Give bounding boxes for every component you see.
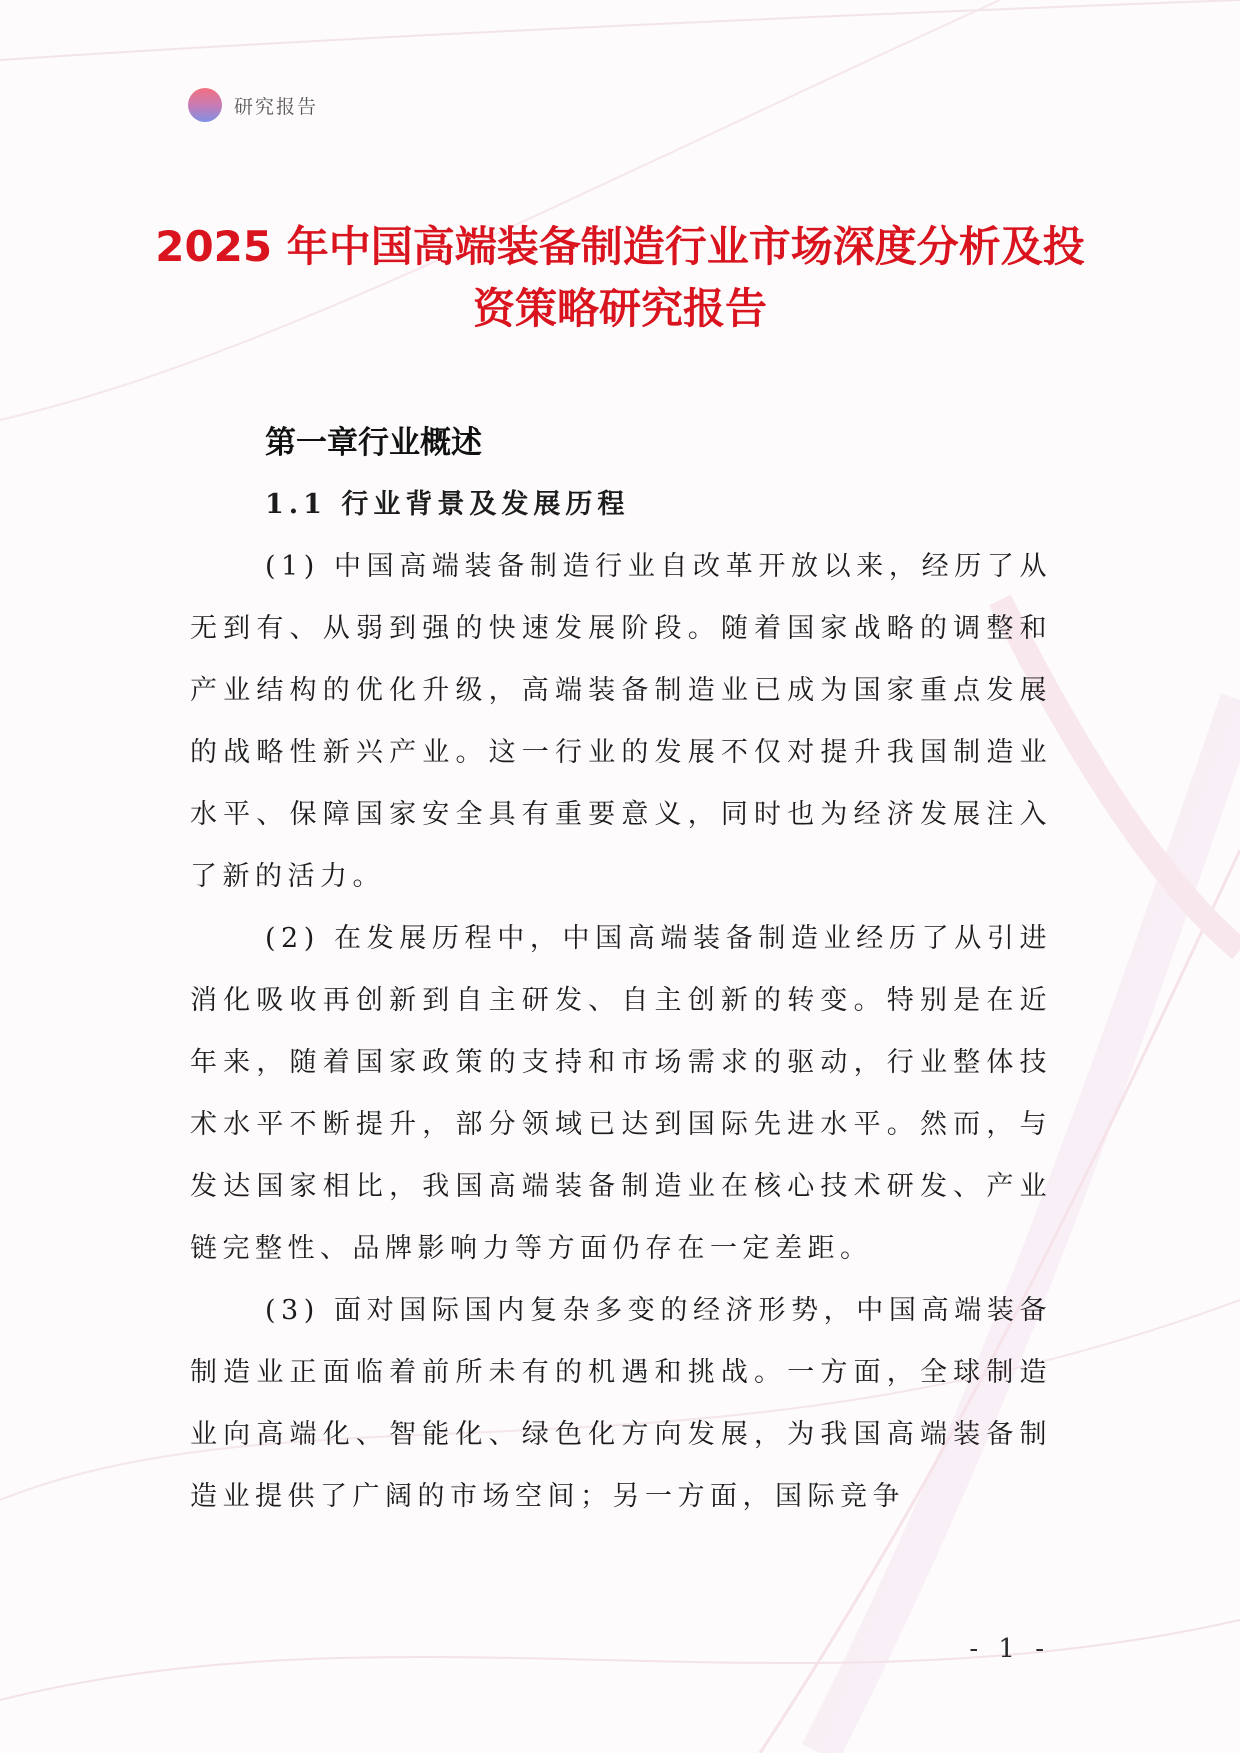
logo-circle-icon (188, 88, 222, 122)
report-header (188, 88, 318, 122)
body-paragraph: (1) 中国高端装备制造行业自改革开放以来，经历了从无到有、从弱到强的快速发展阶段。随着国家战略的调整和产业结构的优化升级，高端装备制造业已成为国家重点发展的战略性新兴产业。这一行业的发展不仅对提升我国制造业水平、保障国家安全具有重要意义，同时也为经济发展注入了新的活力。 (190, 551, 1052, 892)
chapter-heading: 第一章行业概述 (265, 425, 482, 461)
report-body (190, 412, 1052, 1528)
body-paragraph: (2) 在发展历程中，中国高端装备制造业经历了从引进消化吸收再创新到自主研发、自主创新的转变。特别是在近年来，随着国家政策的支持和市场需求的驱动，行业整体技术水平不断提升，部分领域已达到国际先进水平。然而，与发达国家相比，我国高端装备制造业在核心技术研发、产业链完整性、品牌影响力等方面仍存在一定差距。 (190, 923, 1052, 1264)
report-title: 2025 年中国高端装备制造行业市场深度分析及投资策略研究报告 (155, 222, 1085, 333)
body-paragraph: (3) 面对国际国内复杂多变的经济形势，中国高端装备制造业正面临着前所未有的机遇和挑战。一方面，全球制造业向高端化、智能化、绿色化方向发展，为我国高端装备制造业提供了广阔的市场空间；另一方面，国际竞争 (190, 1295, 1052, 1512)
page-number: - 1 - (969, 1634, 1050, 1664)
section-heading: 1.1 行业背景及发展历程 (265, 489, 630, 520)
header-label: 研究报告 (234, 95, 319, 118)
